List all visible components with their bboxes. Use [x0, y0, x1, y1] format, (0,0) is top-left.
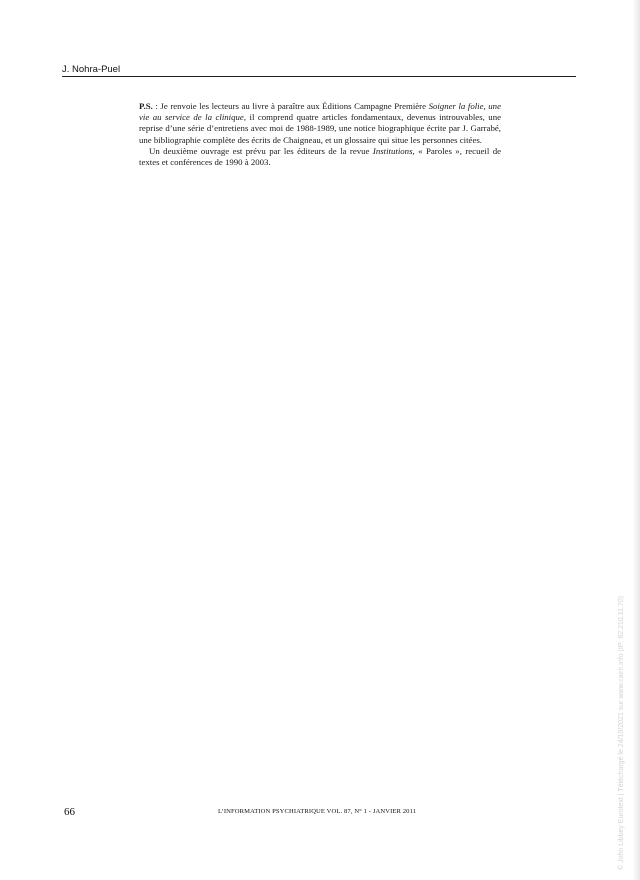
article-body — [139, 101, 501, 168]
ps-paragraph — [139, 101, 501, 146]
ps-label: P.S. — [139, 101, 153, 111]
header-rule — [62, 76, 576, 77]
second-text-a: Un deuxième ouvrage est prévu par les éditeurs de la revue — [149, 145, 373, 156]
book-title: Soigner la folie, une vie au service de la clinique — [139, 101, 501, 123]
ps-text-a: : Je renvoie les lecteurs au livre à paraître aux Éditions Campagne Première — [152, 101, 429, 111]
ps-text-b: , il comprend quatre articles fondamentaux, devenus introuvables, une reprise d’une série d’entretiens avec moi de 1988-1989, une notice biographique écrite par J. Garrabé, une bibliographie complète des écrits de Chaigneau, et un glossaire qui situe les personnes citées. — [139, 112, 502, 145]
footer-journal-citation: L’INFORMATION PSYCHIATRIQUE VOL. 87, N° 1 - JANVIER 2011 — [218, 808, 417, 815]
second-work-paragraph — [139, 146, 501, 168]
second-text-b: , « Paroles », recueil de textes et conférences de 1990 à 2003. — [139, 145, 501, 168]
page-number: 66 — [64, 806, 75, 818]
page-edge-shadow — [632, 0, 640, 880]
running-head-author: J. Nohra-Puel — [62, 64, 121, 75]
download-watermark: © John Libbey Eurotext | Téléchargé le 24/10/2021 sur www.cairn.info (IP: 62.210.11.70) — [618, 595, 625, 870]
journal-name: Institutions — [372, 145, 413, 156]
